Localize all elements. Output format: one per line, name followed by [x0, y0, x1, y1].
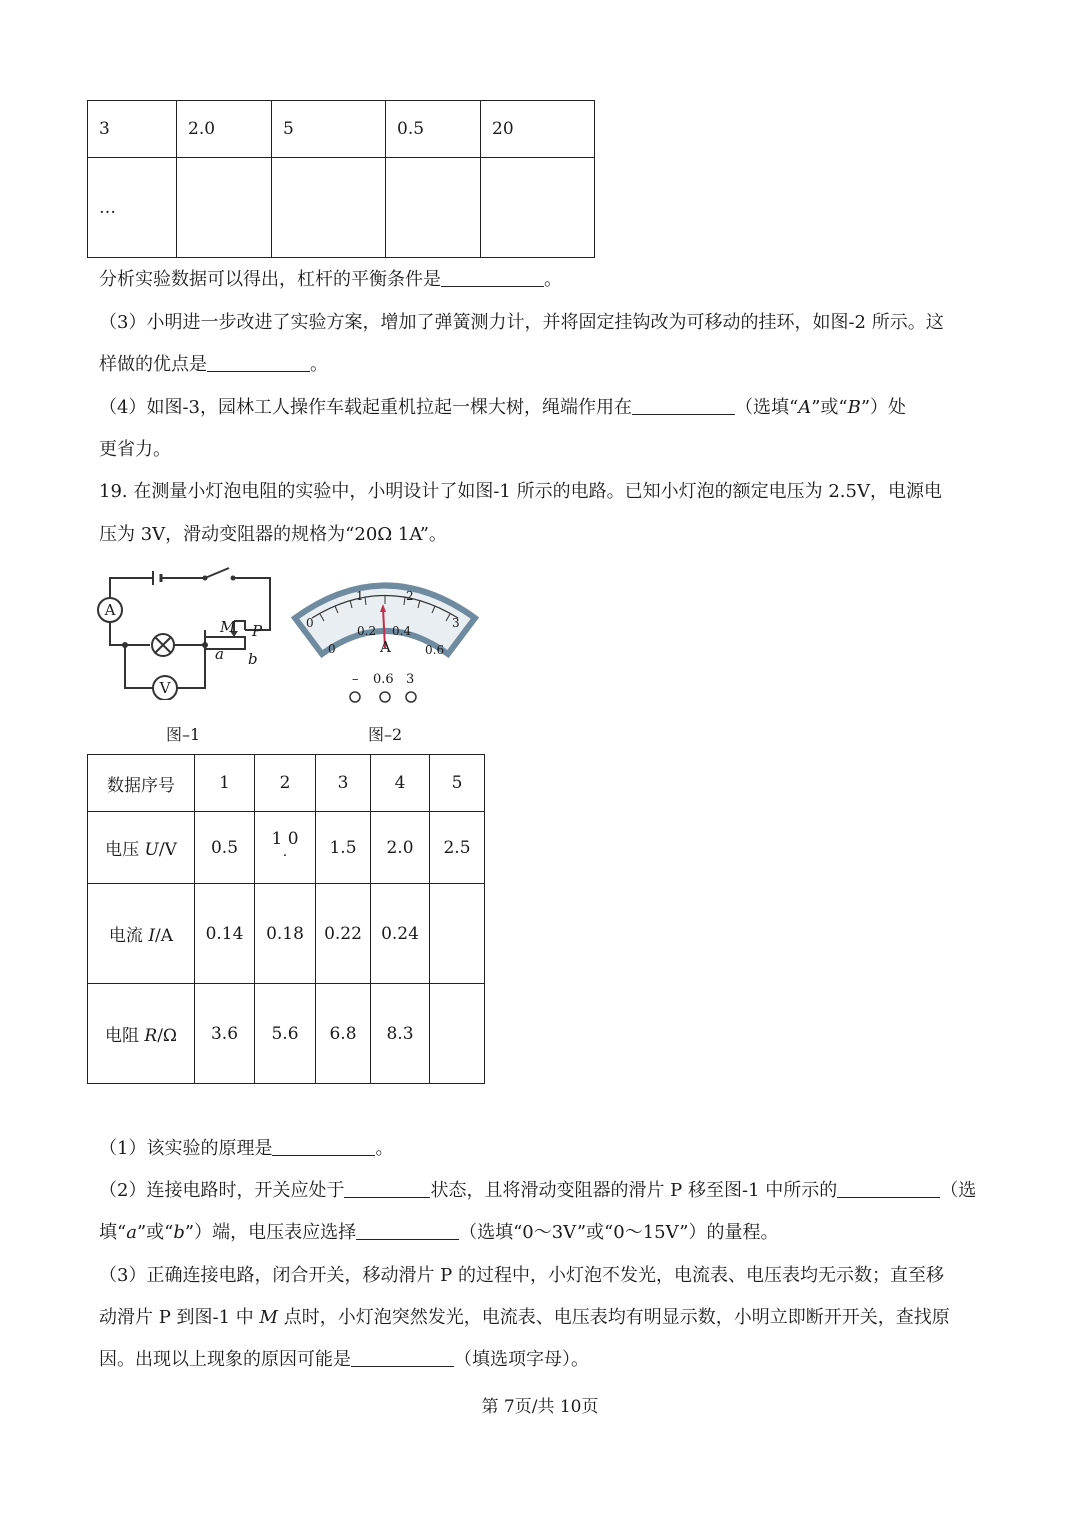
figure-1-caption: 图–1	[166, 725, 201, 744]
dial-unit: A	[380, 638, 391, 656]
q19-part2-line2: 填“a”或“b”）端，电压表应选择 （选填“0～3V”或“0～15V”）的量程。	[99, 1222, 779, 1243]
question-19-line1: 19. 在测量小灯泡电阻的实验中，小明设计了如图-1 所示的电路。已知小灯泡的额定电压为 2.5V，电源电	[99, 481, 942, 502]
table-cell: 2.5	[430, 812, 485, 884]
answer-blank[interactable]	[441, 268, 544, 287]
table-header-cell: 3	[316, 755, 371, 812]
resistance-data-table	[87, 754, 485, 1084]
label-a: a	[215, 645, 224, 663]
dial-top-1: 1	[356, 589, 364, 603]
terminal-0.6: 0.6	[373, 672, 394, 687]
table-header-cell: 4	[371, 755, 430, 812]
question-3-line2: 样做的优点是 。	[99, 354, 328, 375]
table-cell: 20	[481, 101, 595, 158]
label-M: M	[220, 618, 236, 636]
question-19-line2: 压为 3V，滑动变阻器的规格为“20Ω 1A”。	[99, 524, 447, 545]
q19-part3-line1: （3）正确连接电路，闭合开关，移动滑片 P 的过程中，小灯泡不发光，电流表、电压表均无示数；直至移	[99, 1265, 945, 1286]
table-cell	[430, 884, 485, 984]
voltmeter-label: V	[159, 679, 171, 697]
answer-blank[interactable]	[207, 353, 310, 372]
table-cell: 5	[272, 101, 386, 158]
table-cell: 0.24	[371, 884, 430, 984]
dial-bottom-2: 0.4	[392, 624, 412, 638]
table-cell: 0.5	[386, 101, 481, 158]
table-header-cell: 2	[255, 755, 316, 812]
row-label: 电阻 R/Ω	[88, 984, 195, 1084]
dial-bottom-1: 0.2	[357, 624, 377, 638]
answer-blank[interactable]	[272, 1137, 375, 1156]
table-cell	[430, 984, 485, 1084]
answer-blank[interactable]	[351, 1348, 454, 1367]
dial-top-3: 3	[452, 616, 460, 630]
label-b: b	[248, 650, 258, 668]
table-header-row	[88, 755, 485, 812]
table-row-current	[88, 884, 485, 984]
row-label: 电流 I/A	[88, 884, 195, 984]
table-cell: 0.14	[195, 884, 255, 984]
table-row	[88, 101, 595, 158]
question-3-line1: （3）小明进一步改进了实验方案，增加了弹簧测力计，并将固定挂钩改为可移动的挂环，如图-2 所示。这	[99, 312, 944, 333]
ammeter-label: A	[104, 601, 116, 619]
terminal-minus: –	[352, 672, 359, 687]
table-row	[88, 158, 595, 258]
table-cell: 3	[88, 101, 177, 158]
table-cell: 2.0	[371, 812, 430, 884]
conclusion-line: 分析实验数据可以得出，杠杆的平衡条件是 。	[99, 269, 562, 290]
table-row-resistance	[88, 984, 485, 1084]
dial-top-0: 0	[306, 616, 314, 630]
dial-bottom-3: 0.6	[425, 643, 445, 657]
table-cell: 2.0	[177, 101, 272, 158]
lever-data-table	[87, 100, 595, 258]
row-label: 电压 U/V	[88, 812, 195, 884]
q19-part2-line1: （2）连接电路时，开关应处于 状态，且将滑动变阻器的滑片 P 移至图-1 中所示的 （选	[99, 1180, 977, 1201]
terminal-3: 3	[406, 672, 415, 687]
dial-top-2: 2	[406, 589, 414, 603]
answer-blank[interactable]	[632, 396, 735, 415]
table-header-cell: 5	[430, 755, 485, 812]
q19-part1: （1）该实验的原理是 。	[99, 1138, 394, 1159]
table-cell: 0.18	[255, 884, 316, 984]
table-cell: 0.22	[316, 884, 371, 984]
answer-blank[interactable]	[837, 1179, 940, 1198]
table-cell	[272, 158, 386, 258]
table-cell	[481, 158, 595, 258]
table-cell: 6.8	[316, 984, 371, 1084]
dial-bottom-0: 0	[328, 642, 336, 656]
figure-2-caption: 图–2	[368, 725, 403, 744]
table-cell	[177, 158, 272, 258]
label-P: P	[252, 622, 263, 640]
table-cell: 5.6	[255, 984, 316, 1084]
answer-blank[interactable]	[344, 1179, 430, 1198]
answer-blank[interactable]	[356, 1221, 459, 1240]
question-4-line2: 更省力。	[99, 439, 171, 460]
table-cell: 3.6	[195, 984, 255, 1084]
terminal-posts	[345, 686, 435, 706]
q19-part3-line2: 动滑片 P 到图-1 中 M 点时，小灯泡突然发光，电流表、电压表均有明显示数，小明立即断开开关，查找原	[99, 1307, 950, 1328]
table-cell	[386, 158, 481, 258]
table-header-cell: 数据序号	[88, 755, 195, 812]
table-cell: …	[88, 158, 177, 258]
q19-part3-line3: 因。出现以上现象的原因可能是 （填选项字母）。	[99, 1349, 589, 1370]
table-cell: 0.5	[195, 812, 255, 884]
table-cell: 1.5	[316, 812, 371, 884]
page-footer: 第 7页/共 10页	[481, 1397, 599, 1417]
table-header-cell: 1	[195, 755, 255, 812]
table-cell: 1 0 ·	[255, 812, 316, 884]
table-row-voltage	[88, 812, 485, 884]
question-4-line1: （4）如图-3，园林工人操作车载起重机拉起一棵大树，绳端作用在 （选填“A”或“B”）处	[99, 397, 907, 418]
table-cell: 8.3	[371, 984, 430, 1084]
